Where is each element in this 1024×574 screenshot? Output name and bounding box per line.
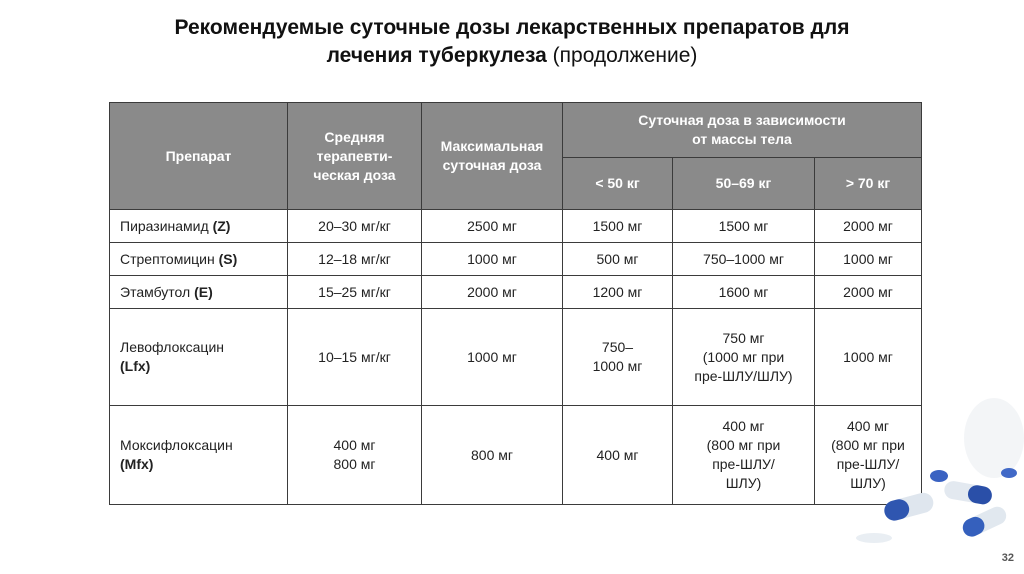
drug-name: Этамбутол (E) [110, 276, 288, 309]
max-dose: 1000 мг [422, 243, 563, 276]
drug-name: Стрептомицин (S) [110, 243, 288, 276]
page-number: 32 [1001, 552, 1014, 564]
header-average-dose: Средняя терапевти- ческая доза [288, 103, 422, 210]
max-dose: 2500 мг [422, 210, 563, 243]
header-weight-50-69: 50–69 кг [673, 158, 815, 210]
header-drug: Препарат [110, 103, 288, 210]
dosage-table [109, 102, 922, 505]
table-row [110, 210, 922, 243]
title-line2: лечения туберкулеза [326, 44, 547, 67]
dose-under-50: 1500 мг [563, 210, 673, 243]
table-row [110, 309, 922, 406]
drug-name: Пиразинамид (Z) [110, 210, 288, 243]
title-line1: Рекомендуемые суточные дозы лекарственных препаратов для [174, 16, 850, 39]
dose-under-50: 750– 1000 мг [563, 309, 673, 406]
dose-50-69: 1500 мг [673, 210, 815, 243]
slide-title [0, 14, 1024, 70]
dose-over-70: 400 мг (800 мг при пре-ШЛУ/ ШЛУ) [815, 406, 922, 505]
average-dose: 10–15 мг/кг [288, 309, 422, 406]
average-dose: 12–18 мг/кг [288, 243, 422, 276]
dose-50-69: 400 мг (800 мг при пре-ШЛУ/ ШЛУ) [673, 406, 815, 505]
average-dose: 20–30 мг/кг [288, 210, 422, 243]
dose-under-50: 400 мг [563, 406, 673, 505]
pills-image [844, 398, 1024, 548]
max-dose: 1000 мг [422, 309, 563, 406]
dose-50-69: 750 мг (1000 мг при пре-ШЛУ/ШЛУ) [673, 309, 815, 406]
dose-under-50: 1200 мг [563, 276, 673, 309]
title-suffix: (продолжение) [552, 44, 698, 67]
header-weight-under-50: < 50 кг [563, 158, 673, 210]
table-row [110, 406, 922, 505]
header-max-dose: Максимальная суточная доза [422, 103, 563, 210]
header-weight-over-70: > 70 кг [815, 158, 922, 210]
average-dose: 400 мг 800 мг [288, 406, 422, 505]
table-row [110, 243, 922, 276]
drug-name: Моксифлоксацин (Mfx) [110, 406, 288, 505]
dose-over-70: 2000 мг [815, 276, 922, 309]
average-dose: 15–25 мг/кг [288, 276, 422, 309]
drug-name: Левофлоксацин (Lfx) [110, 309, 288, 406]
dose-over-70: 2000 мг [815, 210, 922, 243]
max-dose: 800 мг [422, 406, 563, 505]
dose-under-50: 500 мг [563, 243, 673, 276]
dose-50-69: 1600 мг [673, 276, 815, 309]
dose-over-70: 1000 мг [815, 309, 922, 406]
table-row [110, 276, 922, 309]
dose-over-70: 1000 мг [815, 243, 922, 276]
max-dose: 2000 мг [422, 276, 563, 309]
header-weight-dose: Суточная доза в зависимости от массы тела [563, 103, 922, 158]
dose-50-69: 750–1000 мг [673, 243, 815, 276]
